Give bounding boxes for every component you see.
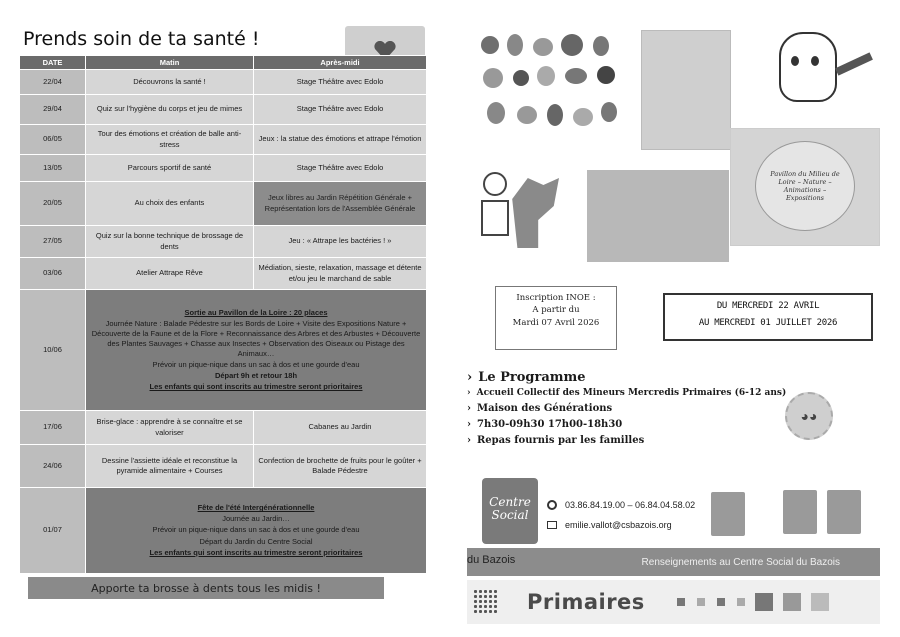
row-date: 27/05 [20, 226, 86, 258]
bazois-label: du Bazois [467, 554, 516, 566]
staff-photo [827, 490, 861, 534]
table-row [20, 258, 427, 290]
phone-icon [547, 500, 557, 510]
nature-pavilion-logo [730, 128, 880, 246]
outing-picnic: Prévoir un pique-nique dans un sac à dos et une gourde d'eau [152, 360, 360, 370]
phone-row [547, 500, 695, 510]
fruit-skewers-photo [587, 170, 729, 262]
table-row [20, 155, 427, 182]
row-afternoon: Stage Théâtre avec Edolo [254, 95, 427, 125]
table-row [20, 488, 427, 574]
dreamcatcher-photo [641, 30, 731, 150]
outing-title: Sortie au Pavillon de la Loire : 20 places [184, 307, 328, 317]
outing-cell [86, 290, 427, 411]
row-date: 10/06 [20, 290, 86, 411]
row-afternoon: Stage Théâtre avec Edolo [254, 155, 427, 182]
square-decoration [677, 598, 685, 606]
programme-item: › Repas fournis par les familles [467, 435, 645, 446]
row-morning: Parcours sportif de santé [86, 155, 254, 182]
row-afternoon: Médiation, sieste, relaxation, massage et détente et/ou jeu le marchand de sable [254, 258, 427, 290]
table-row [20, 182, 427, 226]
contact-info [547, 500, 695, 540]
chevron-right-icon: › [467, 370, 473, 385]
table-row [20, 290, 427, 411]
dates-from: DU MERCREDI 22 AVRIL [716, 301, 820, 311]
party-picnic: Prévoir un pique-nique dans un sac à dos et une gourde d'eau [152, 525, 360, 535]
strong-kid-illustration [477, 166, 567, 256]
outing-text: Journée Nature : Balade Pédestre sur les Bords de Loire + Visite des Expositions Nature + Découverte de la Faune et de la Flore + Reconnaissance des Arbres et des Arbustes + Découverte des Plantes Sauvages + Chasse aux Insectes + Observation des Oiseaux ou Pistage des Animaux… [91, 318, 421, 358]
nature-logo-text: Pavillon du Milieu de Loire – Nature – Animations – Expositions [755, 141, 855, 231]
row-afternoon: Jeu : « Attrape les bactéries ! » [254, 226, 427, 258]
info-text: Renseignements au Centre Social du Bazois [641, 556, 840, 568]
inscription-line1: Inscription INOE : [516, 293, 596, 303]
sun-icon: ◕◕ [785, 392, 833, 440]
party-line1: Journée au Jardin… [222, 514, 290, 524]
programme-item: › 7h30-09h30 17h00-18h30 [467, 419, 623, 430]
table-row [20, 411, 427, 445]
table-row [20, 125, 427, 155]
outing-times: Départ 9h et retour 18h [214, 371, 298, 381]
header-afternoon: Après-midi [254, 56, 427, 70]
envelope-icon [547, 521, 557, 529]
primaires-title: Primaires [527, 590, 645, 614]
table-header-row [20, 56, 427, 70]
row-date: 01/07 [20, 488, 86, 574]
email-address: emilie.vallot@csbazois.org [565, 520, 672, 530]
square-decoration [717, 598, 725, 606]
tooth-mascot-illustration [755, 22, 875, 122]
programme-heading: › Le Programme [467, 370, 586, 385]
square-decoration [737, 598, 745, 606]
chevron-right-icon: › [467, 435, 471, 446]
programme-item: › Accueil Collectif des Mineurs Mercredis Primaires (6-12 ans) [467, 388, 787, 398]
chevron-right-icon: › [467, 403, 471, 414]
row-date: 22/04 [20, 70, 86, 95]
table-row [20, 226, 427, 258]
row-date: 17/06 [20, 411, 86, 445]
phone-numbers: 03.86.84.19.00 – 06.84.04.58.02 [565, 500, 696, 510]
row-date: 03/06 [20, 258, 86, 290]
row-morning: Dessine l'assiette idéale et reconstitue la pyramide alimentaire + Courses [86, 445, 254, 488]
row-morning: Quiz sur la bonne technique de brossage de dents [86, 226, 254, 258]
dates-banner [663, 293, 873, 341]
row-date: 20/05 [20, 182, 86, 226]
chevron-right-icon: › [467, 388, 471, 398]
row-morning: Au choix des enfants [86, 182, 254, 226]
partner-logo [783, 593, 801, 611]
summer-party-cell [86, 488, 427, 574]
staff-photo [711, 492, 745, 536]
page-title: Prends soin de ta santé ! [23, 28, 260, 50]
row-afternoon: Confection de brochette de fruits pour le goûter + Balade Pédestre [254, 445, 427, 488]
outing-priority: Les enfants qui sont inscrits au trimestre seront prioritaires [149, 382, 363, 392]
row-afternoon: Jeux : la statue des émotions et attrape l'émotion [254, 125, 427, 155]
row-date: 13/05 [20, 155, 86, 182]
table-row [20, 95, 427, 125]
bacteria-illustration [477, 32, 625, 144]
schedule-table [19, 55, 427, 574]
email-row [547, 520, 695, 530]
staff-photo [783, 490, 817, 534]
schedule-panel [15, 22, 427, 630]
party-title: Fête de l'été Intergénérationnelle [197, 503, 315, 513]
partner-logo [755, 593, 773, 611]
party-departure: Départ du Jardin du Centre Social [199, 536, 313, 546]
row-morning: Atelier Attrape Rêve [86, 258, 254, 290]
inscription-line3: Mardi 07 Avril 2026 [512, 317, 600, 328]
row-morning: Quiz sur l'hygiène du corps et jeu de mimes [86, 95, 254, 125]
row-morning: Tour des émotions et création de balle anti-stress [86, 125, 254, 155]
programme-item: › Maison des Générations [467, 403, 613, 414]
dates-to: AU MERCREDI 01 JUILLET 2026 [698, 318, 838, 329]
info-bar [467, 548, 880, 576]
partner-logo [811, 593, 829, 611]
row-date: 06/05 [20, 125, 86, 155]
inscription-line2: A partir du [532, 305, 580, 316]
row-date: 24/06 [20, 445, 86, 488]
bottom-bar [467, 580, 880, 624]
row-date: 29/04 [20, 95, 86, 125]
programme-section [467, 370, 786, 451]
party-priority: Les enfants qui sont inscrits au trimestre seront prioritaires [149, 547, 363, 557]
row-afternoon: Stage Théâtre avec Edolo [254, 70, 427, 95]
row-morning: Découvrons la santé ! [86, 70, 254, 95]
row-afternoon: Cabanes au Jardin [254, 411, 427, 445]
table-row [20, 445, 427, 488]
square-decoration [697, 598, 705, 606]
table-row [20, 70, 427, 95]
dots-decoration [473, 589, 499, 615]
toothbrush-reminder: Apporte ta brosse à dents tous les midis ! [28, 577, 384, 599]
row-afternoon: Jeux libres au Jardin Répétition Générale + Représentation lors de l'Assemblée Générale [254, 182, 427, 226]
inscription-box [495, 286, 617, 350]
info-panel [455, 0, 900, 637]
row-morning: Brise-glace : apprendre à se connaître et se valoriser [86, 411, 254, 445]
centre-social-logo: Centre Social [482, 478, 538, 544]
chevron-right-icon: › [467, 419, 471, 430]
header-morning: Matin [86, 56, 254, 70]
header-date: DATE [20, 56, 86, 70]
